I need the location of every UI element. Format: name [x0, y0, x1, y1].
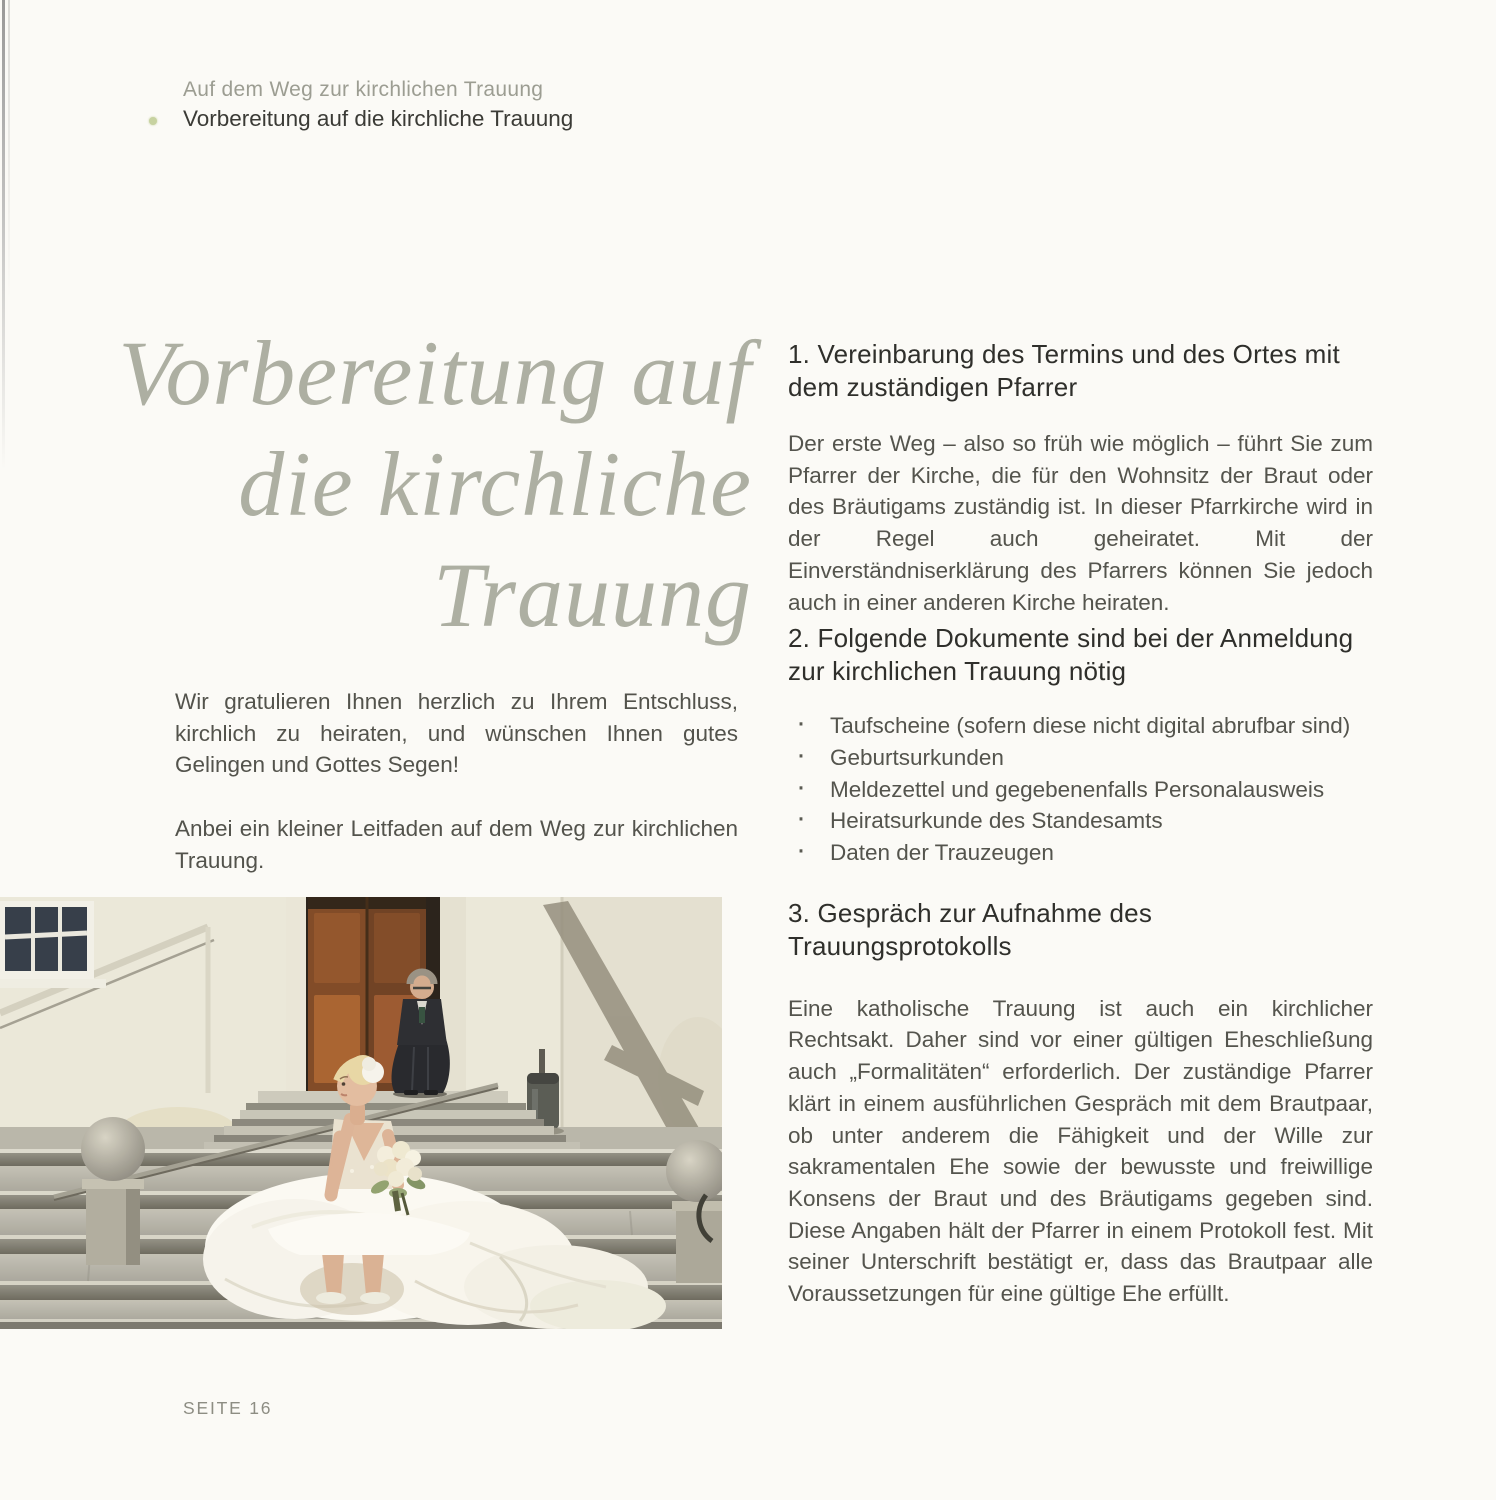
section-3-heading: 3. Gespräch zur Aufnahme des Trauungsprotokolls [788, 897, 1153, 961]
photo-warm-tint [0, 897, 722, 1329]
list-item-taufscheine: · Taufscheine (sofern diese nicht digital abrufbar sind) [788, 710, 1373, 742]
breadcrumb-eyebrow: Auf dem Weg zur kirchlichen Trauung [183, 78, 544, 101]
bullet-dot-icon [149, 117, 157, 125]
intro-paragraph-1: Wir gratulieren Ihnen herzlich zu Ihrem Entschluss, kirchlich zu heiraten, und wünschen Ihnen gutes Gelingen und Gottes Segen! [175, 689, 738, 778]
section-1-body: Der erste Weg – also so früh wie möglich – führt Sie zum Pfarrer der Kirche, die für den Wohnsitz der Braut oder des Bräutigams zuständig ist. In dieser Pfarrkirche wird in der Regel auch geheiratet. Mit der Einverständniserklärung des Pfarrers können Sie jedoch auch in einer anderen Kirche heiraten. [788, 431, 1373, 615]
intro-text-block [175, 686, 738, 909]
wedding-photo-svg [0, 897, 722, 1329]
scan-edge-artifact [2, 0, 5, 470]
list-item-geburtsurkunden: · Geburtsurkunden [788, 742, 1373, 774]
title-line-1: Vorbereitung auf [118, 322, 752, 424]
list-item-meldezettel: · Meldezettel und gegebenenfalls Personalausweis [788, 774, 1373, 806]
scan-edge-artifact-light [8, 0, 10, 300]
breadcrumb-subtitle: Vorbereitung auf die kirchliche Trauung [183, 106, 574, 131]
page-title-script [40, 318, 752, 651]
title-line-3: Trauung [433, 544, 752, 646]
right-column [788, 338, 1373, 1310]
section-1-heading: 1. Vereinbarung des Termins und des Ortes mit dem zuständigen Pfarrer [788, 339, 1340, 402]
wedding-photo [0, 897, 722, 1329]
list-item-trauzeugen: · Daten der Trauzeugen [788, 837, 1373, 869]
list-item-heiratsurkunde: · Heiratsurkunde des Standesamts [788, 805, 1373, 837]
page-number: SEITE 16 [183, 1398, 273, 1418]
title-line-2: die kirchliche [238, 433, 752, 535]
section-2-heading: 2. Folgende Dokumente sind bei der Anmeldung zur kirchlichen Trauung nötig [788, 623, 1354, 687]
section-3-body: Eine katholische Trauung ist auch ein kirchlicher Rechtsakt. Daher sind vor einer gültigen Eheschließung auch „Formalitäten“ erforderlich. Der zuständige Pfarrer klärt in einem ausführlichen Gespräch mit dem Brautpaar, ob unter anderem die Fähigkeit und der Wille zur sakramentalen Ehe sowie der bewusste und freiwillige Konsens der Braut und des Bräutigams gegeben sind. Diese Angaben hält der Pfarrer in einem Protokoll fest. Mit seiner Unterschrift bestätigt er, dass das Brautpaar alle Voraussetzungen für eine gültige Ehe erfüllt. [788, 995, 1373, 1307]
document-list [788, 710, 1373, 869]
intro-paragraph-2: Anbei ein kleiner Leitfaden auf dem Weg zur kirchlichen Trauung. [175, 816, 738, 873]
